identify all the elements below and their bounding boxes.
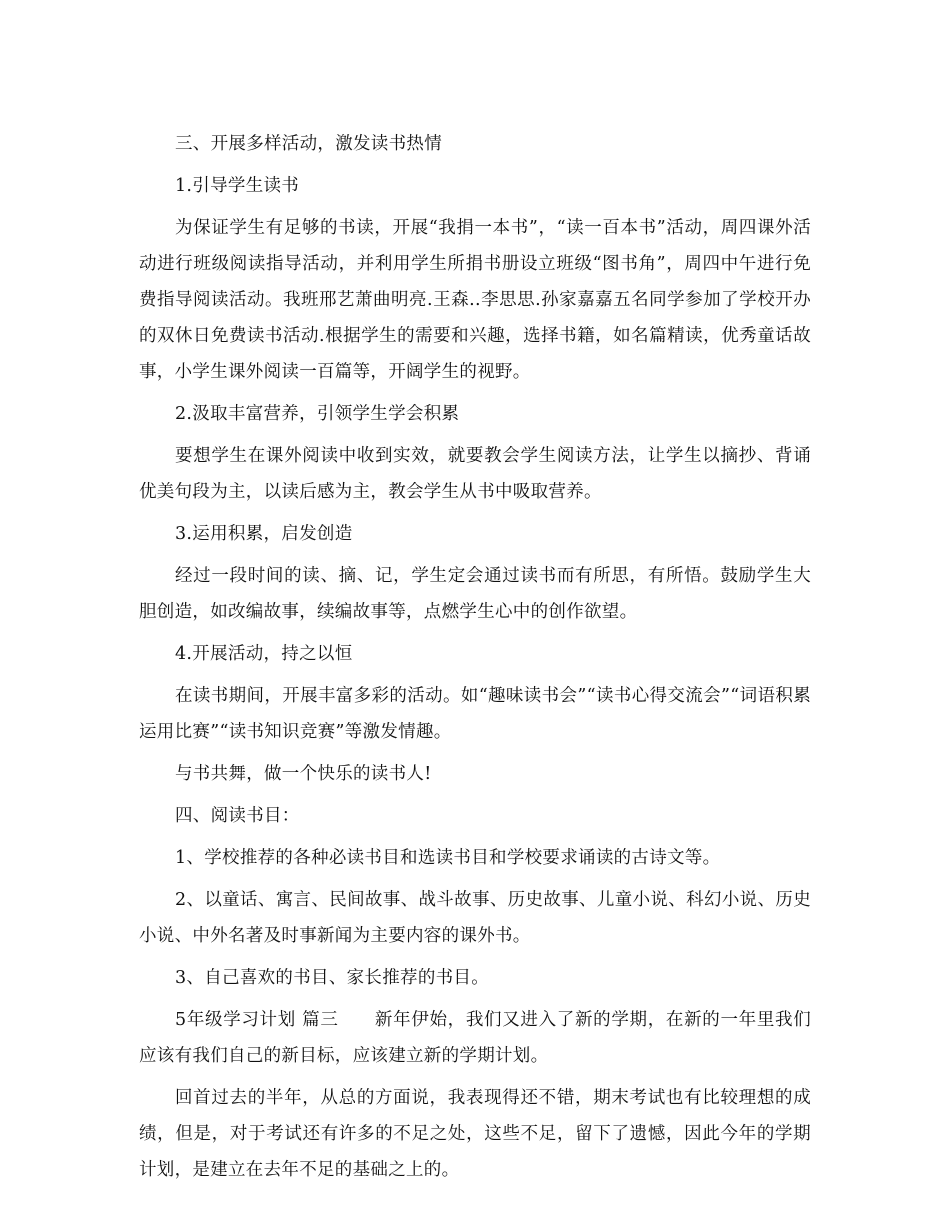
list-item-reading-1: 1、学校推荐的各种必读书目和选读书目和学校要求诵读的古诗文等。 — [175, 848, 721, 868]
list-item-reading-2: 2、以童话、寓言、民间故事、战斗故事、历史故事、儿童小说、科幻小说、历史小说、中外名著及时事新闻为主要内容的课外书。 — [139, 890, 811, 946]
paragraph-dance-with-books: 与书共舞，做一个快乐的读书人! — [175, 764, 432, 784]
list-item-reading-3: 3、自己喜欢的书目、家长推荐的书目。 — [175, 968, 490, 988]
section-heading-activities: 三、开展多样活动，激发读书热情 — [175, 134, 442, 154]
subheading-absorb-nutrition: 2.汲取丰富营养，引领学生学会积累 — [175, 404, 460, 424]
subheading-persist-activities: 4.开展活动，持之以恒 — [175, 644, 353, 664]
paragraph-plan-part-three: 5年级学习计划 篇三 新年伊始，我们又进入了新的学期，在新的一年里我们应该有我们自己的新目标，应该建立新的学期计划。 — [139, 1010, 811, 1066]
paragraph-absorb-nutrition: 要想学生在课外阅读中收到实效，就要教会学生阅读方法，让学生以摘抄、背诵优美句段为主，以读后感为主，教会学生从书中吸取营养。 — [139, 446, 811, 502]
subheading-guide-reading: 1.引导学生读书 — [175, 176, 300, 196]
subheading-apply-accumulation: 3.运用积累，启发创造 — [175, 524, 353, 544]
paragraph-persist-activities: 在读书期间，开展丰富多彩的活动。如“趣味读书会”“读书心得交流会”“词语积累运用比赛”“读书知识竞赛”等激发情趣。 — [139, 686, 811, 742]
section-heading-reading-list: 四、阅读书目： — [175, 806, 300, 826]
paragraph-guide-reading: 为保证学生有足够的书读，开展“我捐一本书”，“读一百本书”活动，周四课外活动进行班级阅读指导活动，并利用学生所捐书册设立班级“图书角”，周四中午进行免费指导阅读活动。我班邢艺萧曲明亮.王森..李思思.孙家嘉嘉五名同学参加了学校开办的双休日免费读书活动.根据学生的需要和兴趣，选择书籍，如名篇精读，优秀童话故事，小学生课外阅读一百篇等，开阔学生的视野。 — [139, 218, 811, 382]
paragraph-apply-accumulation: 经过一段时间的读、摘、记，学生定会通过读书而有所思，有所悟。鼓励学生大胆创造，如改编故事，续编故事等，点燃学生心中的创作欲望。 — [139, 566, 811, 622]
document-body — [139, 126, 811, 1188]
paragraph-look-back: 回首过去的半年，从总的方面说，我表现得还不错，期末考试也有比较理想的成绩，但是，对于考试还有许多的不足之处，这些不足，留下了遗憾，因此今年的学期计划，是建立在去年不足的基础之上的。 — [139, 1088, 811, 1180]
